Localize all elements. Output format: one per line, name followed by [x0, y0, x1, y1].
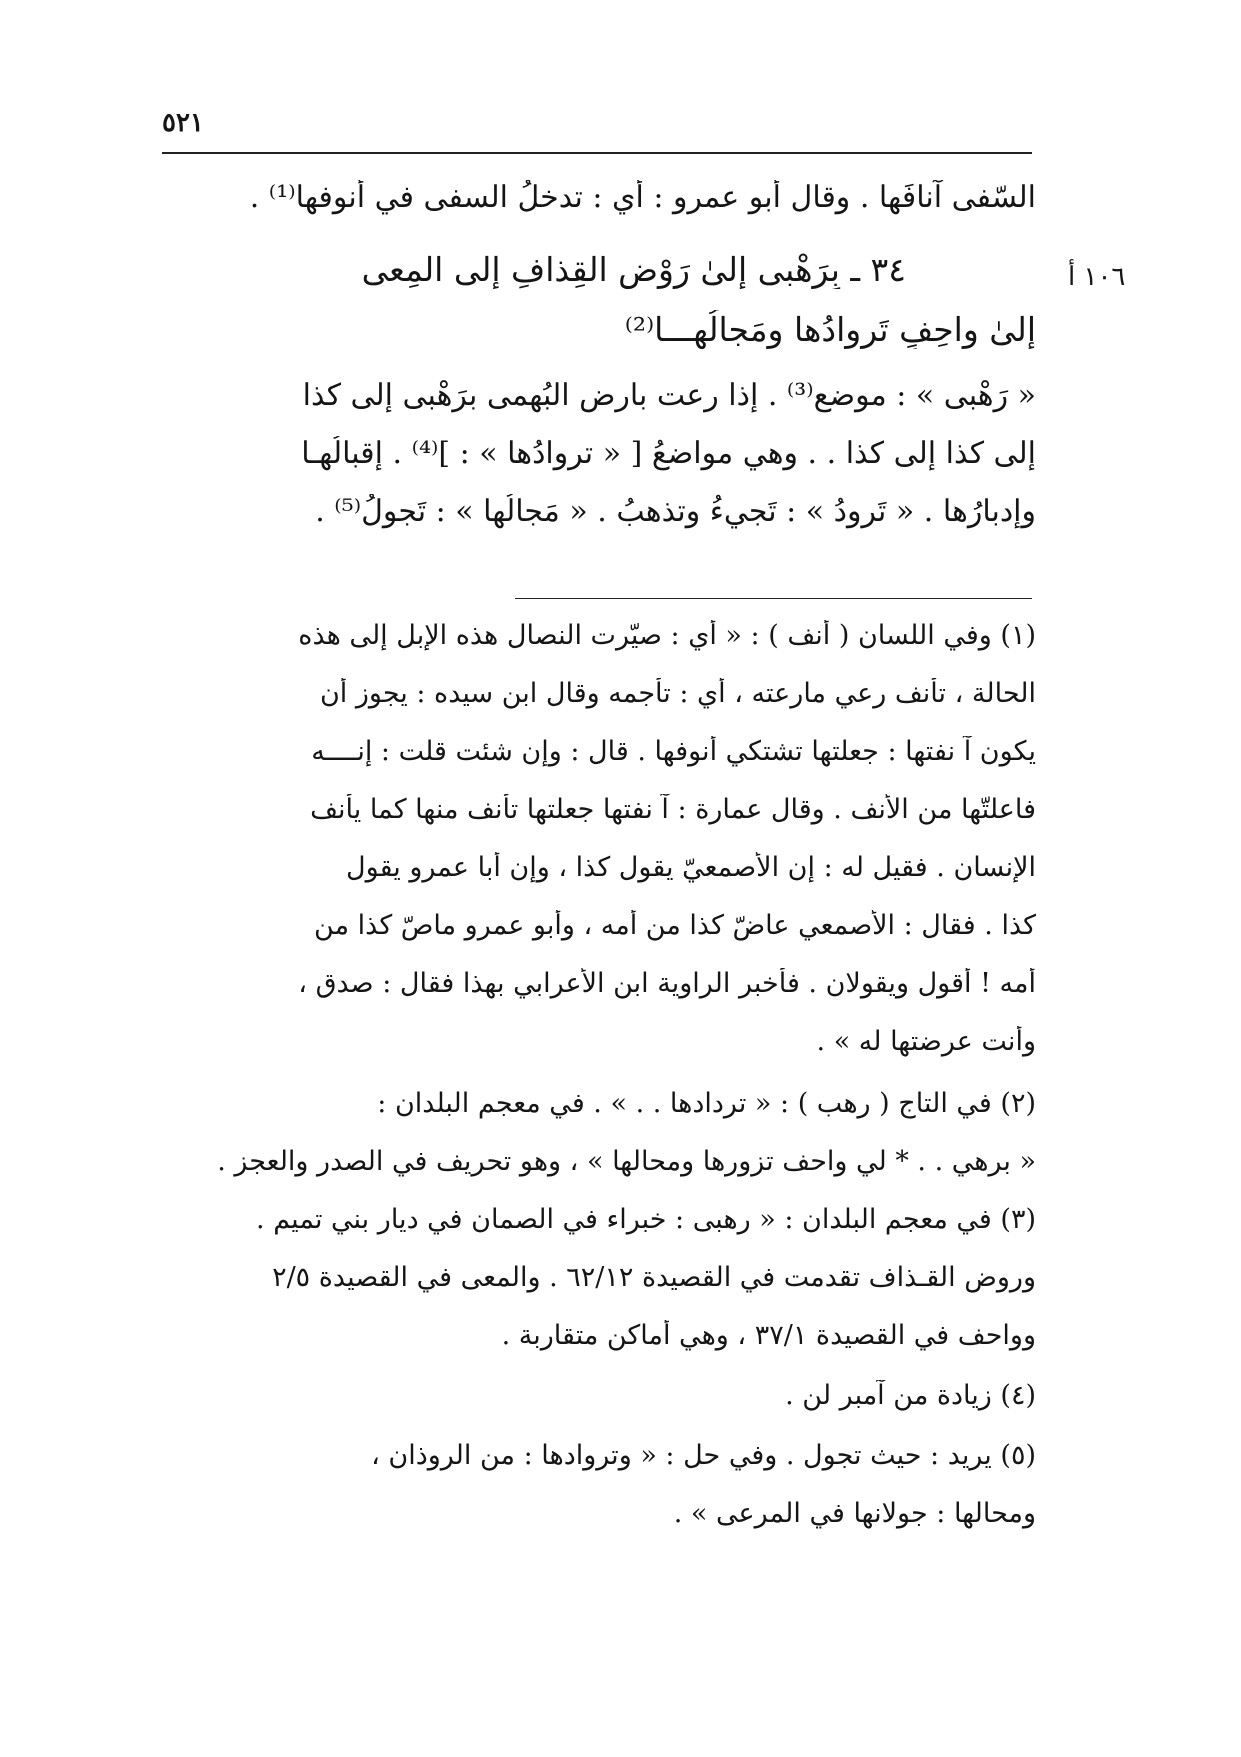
verse-hemistich-2: إلىٰ واحِفٍ تَروادُها ومَجالُهـــا⁽²⁾ — [624, 310, 1036, 349]
footnote-rule — [515, 598, 1032, 599]
footnote-1-line: الإنسان . فقيل له : إن الأصمعيّ يقول كذا ، وإن أبا عمرو يقول — [346, 852, 1036, 883]
footnote-4-line: (٤) زيادة من آمبر لن . — [785, 1380, 1036, 1411]
verse-hemistich-1: ٣٤ ـ بِرَهْبى إلىٰ رَوْضِ القِذافِ إلى المِعى — [361, 250, 906, 289]
footnote-1-line: (١) وفي اللسان ( أنف ) : « أي : صيّرت النصال هذه الإبل إلى هذه — [298, 620, 1036, 651]
page-number: ٥٢١ — [162, 108, 204, 138]
footnote-1-line: فاعلتّها من الأنف . وقال عمارة : آ نفتها جعلتها تأنف منها كما يأنف — [310, 794, 1036, 825]
footnote-5-line: ومحالها : جولانها في المرعى » . — [673, 1498, 1036, 1529]
header-rule — [162, 152, 1032, 154]
body-line-1: السّفى آنافَها . وقال أبو عمرو : أي : تدخلُ السفى في أُنوفها⁽¹⁾ . — [249, 180, 1036, 215]
footnote-1-line: أمه ! أقول ويقولان . فأخبر الراوية ابن الأعرابي بهذا فقال : صدق ، — [298, 968, 1036, 999]
body-line-3: إلى كذا إلى كذا . . وهي مواضعُ [ « تروادُها » : ]⁽⁴⁾ . إقبالُهـا — [301, 436, 1036, 471]
footnote-1-line: وأنت عرضتها له » . — [816, 1026, 1036, 1057]
body-line-2: « رَهْبى » : موضع⁽³⁾ . إذا رعت بارض البُهمى برَهْبى إلى كذا — [302, 378, 1036, 413]
footnote-2-line: « برهي . . * لي واحف تزورها ومحالها » ، وهو تحريف في الصدر والعجز . — [217, 1146, 1036, 1177]
footnote-3-line: (٣) في معجم البلدان : « رهبى : خبراء في الصمان في ديار بني تميم . — [256, 1204, 1036, 1235]
margin-manuscript-reference: ١٠٦ أ — [1068, 262, 1126, 292]
footnote-3-line: وروض القـذاف تقدمت في القصيدة ٦٢/١٢ . والمعى في القصيدة ٢/٥ — [272, 1262, 1036, 1293]
footnote-5-line: (٥) يريد : حيث تجول . وفي حل : « وتروادها : من الروذان ، — [371, 1440, 1036, 1471]
footnote-1-line: كذا . فقال : الأصمعي عاضّ كذا من أمه ، وأبو عمرو ماصّ كذا من — [314, 910, 1036, 941]
footnote-1-line: الحالة ، تأنف رعي مارعته ، أي : تأجمه وقال ابن سيده : يجوز أن — [319, 678, 1036, 709]
footnote-2-line: (٢) في التاج ( رهب ) : « تردادها . . » . في معجم البلدان : — [377, 1088, 1036, 1119]
body-line-4: وإدبارُها . « تَرودُ » : تَجيءُ وتذهبُ . « مَجالُها » : تَجولُ⁽⁵⁾ . — [315, 494, 1036, 529]
footnote-3-line: وواحف في القصيدة ٣٧/١ ، وهي أماكن متقاربة . — [501, 1320, 1036, 1351]
footnote-1-line: يكون آ نفتها : جعلتها تشتكي أنوفها . قال : وإن شئت قلت : إنــــه — [311, 736, 1036, 767]
